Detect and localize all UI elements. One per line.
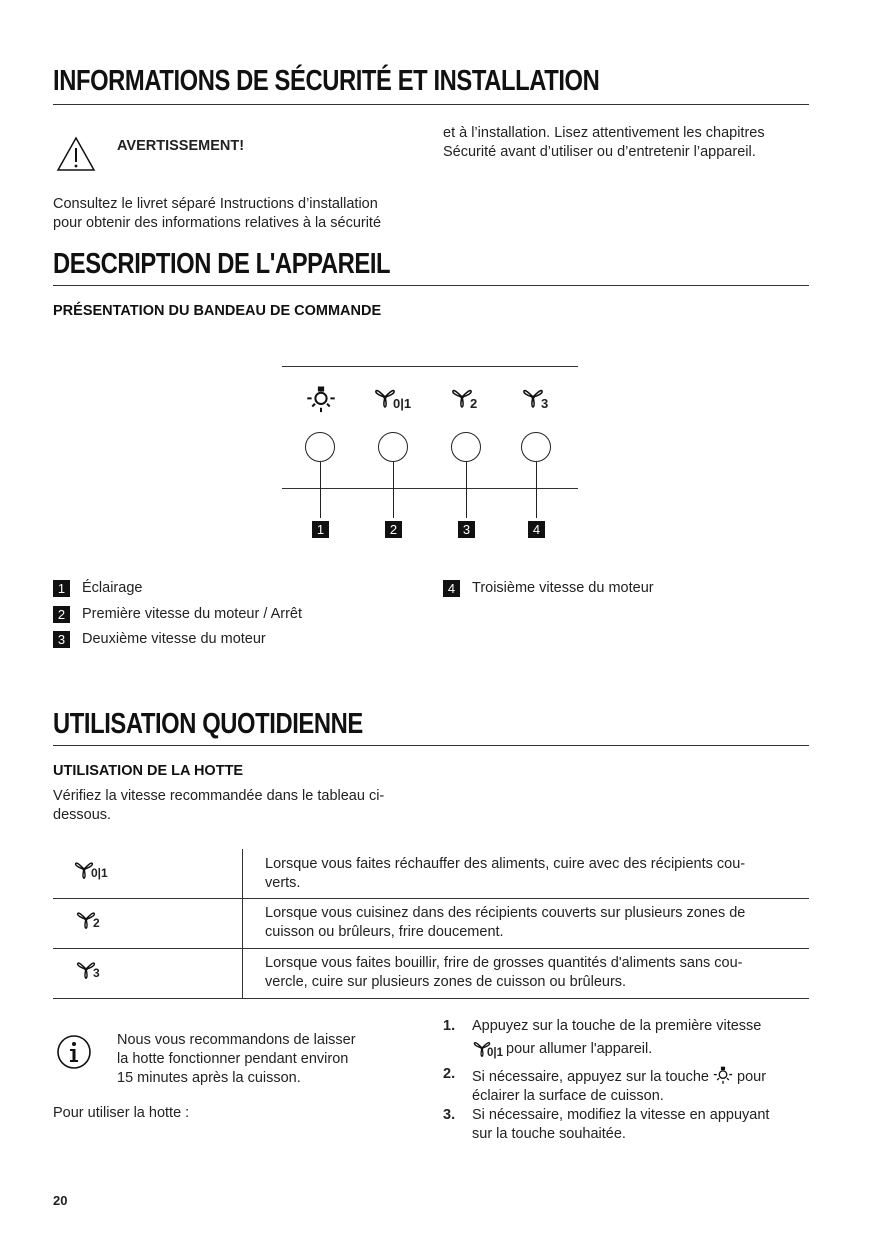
fan-speed-1-icon (73, 857, 133, 881)
light-bulb-icon (713, 1065, 733, 1085)
divider (53, 285, 809, 286)
step-text: Si nécessaire, modifiez la vitesse en appuyant (472, 1107, 770, 1123)
step-text: Appuyez sur la touche de la première vitesse (472, 1018, 762, 1034)
step-item (443, 1017, 813, 1059)
callout-4: 4 (528, 521, 545, 538)
fan-speed-2-icon (450, 384, 490, 414)
table-cell-line: Lorsque vous faites réchauffer des aliments, cuire avec des récipients cou- (265, 856, 746, 872)
fan-speed-label: 0|1 (487, 1047, 504, 1059)
leader-line (320, 462, 321, 518)
table-row (53, 899, 809, 949)
leader-line (466, 462, 467, 518)
light-button[interactable] (305, 432, 335, 462)
fan-speed-label: 3 (541, 396, 549, 411)
warning-label: AVERTISSEMENT! (117, 138, 245, 154)
fan-speed-2-icon (73, 907, 113, 931)
legend-text: Troisième vitesse du moteur (472, 580, 654, 596)
table-cell-text (265, 855, 800, 893)
info-text-2: la hotte fonctionner pendant environ (117, 1051, 349, 1067)
legend-text: Éclairage (82, 580, 143, 596)
table-cell-line: Lorsque vous faites bouillir, frire de grosses quantités d'aliments sans cou- (265, 955, 743, 971)
legend-number: 3 (53, 631, 70, 648)
table-cell-line: cuisson ou brûleurs, frire doucement. (265, 924, 504, 940)
safety-text-right-1: et à l’installation. Lisez attentivement les chapitres (443, 125, 765, 141)
legend-item (53, 629, 266, 649)
safety-text-left-2: pour obtenir des informations relatives à la sécurité (53, 215, 382, 231)
subtitle-control-panel: PRÉSENTATION DU BANDEAU DE COMMANDE (53, 303, 382, 319)
page-number: 20 (53, 1193, 68, 1208)
fan-speed-1-icon (373, 384, 423, 414)
step-text: pour (737, 1069, 767, 1085)
callout-3: 3 (458, 521, 475, 538)
warning-icon (56, 136, 96, 172)
step-number: 2. (443, 1066, 456, 1082)
step-number: 3. (443, 1107, 456, 1123)
section-title-safety: INFORMATIONS DE SÉCURITÉ ET INSTALLATION (53, 65, 600, 97)
section-title-daily-use: UTILISATION QUOTIDIENNE (53, 708, 363, 740)
table-row (53, 949, 809, 999)
step-text: sur la touche souhaitée. (472, 1126, 626, 1142)
legend-text: Première vitesse du moteur / Arrêt (82, 606, 302, 622)
step-item (443, 1106, 813, 1144)
leader-line (536, 462, 537, 518)
section-title-description: DESCRIPTION DE L'APPAREIL (53, 248, 391, 280)
fan-speed-label: 0|1 (91, 866, 108, 880)
safety-text-left-1: Consultez le livret séparé Instructions d’installation (53, 196, 378, 212)
step-text-line (472, 1039, 813, 1059)
legend-number: 1 (53, 580, 70, 597)
step-number: 1. (443, 1018, 456, 1034)
safety-text-right-2: Sécurité avant d’utiliser ou d’entretenir l’appareil. (443, 144, 756, 160)
step-item (443, 1065, 813, 1106)
divider (53, 745, 809, 746)
table-cell-text (265, 954, 800, 992)
table-cell-line: verts. (265, 875, 301, 891)
legend-text: Deuxième vitesse du moteur (82, 631, 266, 647)
use-label: Pour utiliser la hotte : (53, 1105, 190, 1121)
fan-speed-label: 2 (470, 396, 478, 411)
legend-item (53, 578, 142, 598)
fan-speed-label: 3 (93, 966, 100, 980)
table-cell-line: Lorsque vous cuisinez dans des récipients couverts sur plusieurs zones de (265, 905, 746, 921)
fan-speed-label: 2 (93, 916, 100, 930)
divider (53, 104, 809, 105)
step-text: éclairer la surface de cuisson. (472, 1088, 664, 1104)
callout-2: 2 (385, 521, 402, 538)
legend-item (443, 578, 654, 598)
legend-item (53, 604, 302, 624)
speed-1-button[interactable] (378, 432, 408, 462)
fan-speed-1-icon (472, 1039, 506, 1059)
subtitle-hood-use: UTILISATION DE LA HOTTE (53, 763, 244, 779)
panel-top-line (282, 366, 578, 367)
leader-line (393, 462, 394, 518)
light-bulb-icon (306, 384, 336, 414)
info-icon (56, 1034, 92, 1070)
table-cell-line: vercle, cuire sur plusieurs zones de cuisson ou brûleurs. (265, 974, 627, 990)
info-text-1: Nous vous recommandons de laisser (117, 1032, 356, 1048)
table-cell-text (265, 904, 800, 942)
callout-1: 1 (312, 521, 329, 538)
speed-2-button[interactable] (451, 432, 481, 462)
fan-speed-label: 0|1 (393, 396, 412, 411)
table-row (53, 849, 809, 899)
legend-number: 2 (53, 606, 70, 623)
intro-text-2: dessous. (53, 807, 112, 823)
legend-number: 4 (443, 580, 460, 597)
steps-list (443, 1017, 813, 1144)
fan-speed-3-icon (521, 384, 561, 414)
step-text-line (472, 1065, 813, 1087)
info-text-3: 15 minutes après la cuisson. (117, 1070, 301, 1086)
fan-speed-3-icon (73, 957, 113, 981)
panel-bottom-line (282, 488, 578, 489)
step-text: Si nécessaire, appuyez sur la touche (472, 1069, 709, 1085)
intro-text-1: Vérifiez la vitesse recommandée dans le tableau ci- (53, 788, 385, 804)
speed-3-button[interactable] (521, 432, 551, 462)
step-text: pour allumer l'appareil. (506, 1041, 653, 1057)
